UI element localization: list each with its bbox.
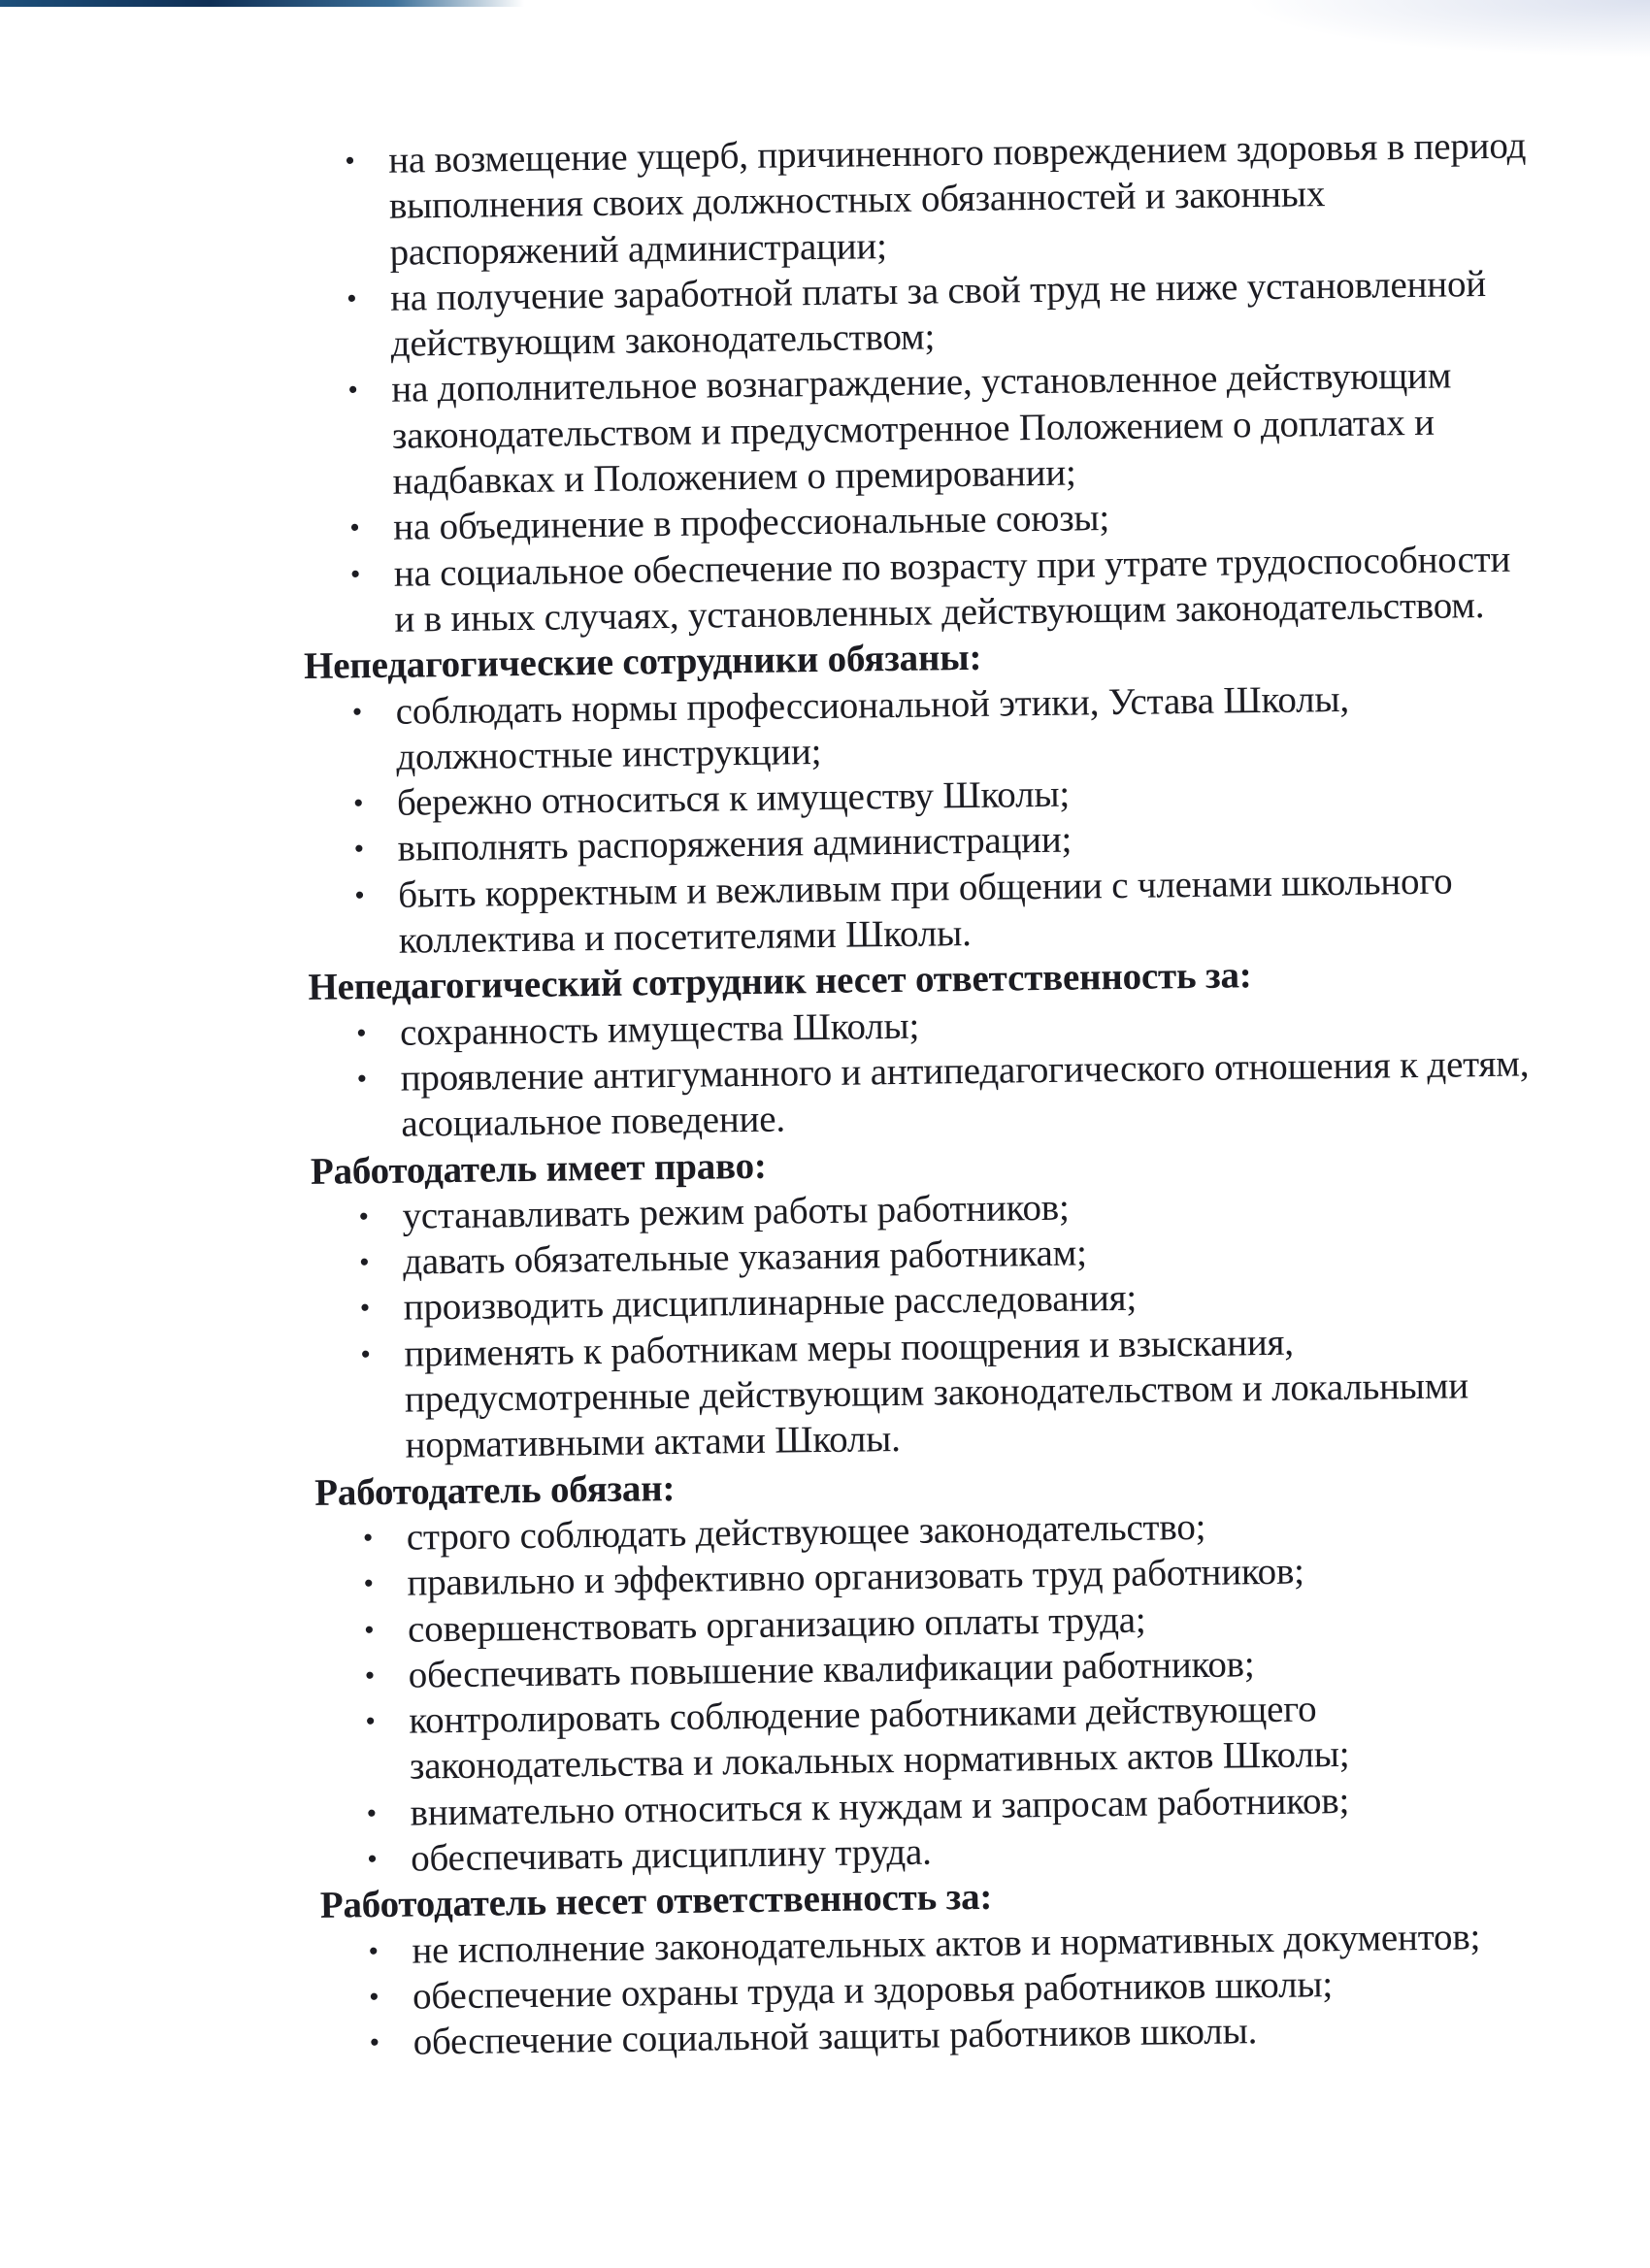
bullet-icon: • [353,878,365,912]
list-item-text: надбавках и Положением о премировании; [392,451,1076,503]
bullet-icon: • [363,1567,375,1600]
list-item-text: на дополнительное вознаграждение, установленное действующим [391,354,1452,411]
list-item-text: обеспечивать дисциплину труда. [410,1830,932,1880]
bullet-icon: • [369,2026,380,2059]
list-item-text: сохранность имущества Школы; [399,1004,920,1054]
document-section [320,1866,1613,2067]
document-section [304,627,1599,965]
bullet-icon: • [355,1016,367,1049]
bullet-icon: • [347,374,358,407]
bullet-icon: • [368,1980,380,2014]
bullet-icon: • [368,1934,379,1967]
list-item-text: правильно и эффективно организовать труд работников; [407,1550,1305,1604]
list-item-text: обеспечение охраны труда и здоровья работников школы; [412,1963,1334,2018]
list-item [300,351,1593,506]
list-item-text: распоряжений администрации; [389,224,887,274]
bullet-icon: • [345,145,355,178]
list-item-text: бережно относиться к имуществу Школы; [396,772,1071,824]
bullet-icon: • [358,1246,370,1279]
section-heading: Непедагогические сотрудники обязаны: [303,637,982,688]
bullet-icon: • [363,1613,375,1646]
scan-edge-artifact [0,0,524,7]
document-section [311,1132,1605,1469]
section-heading: Работодатель имеет право: [310,1144,767,1193]
list-item-text: выполнения своих должностных обязанностей и законных [388,173,1326,228]
list-item-text: не исполнение законодательных актов и нормативных документов; [412,1915,1481,1972]
scan-shadow-artifact [1242,0,1650,58]
section-heading: Непедагогический сотрудник несет ответственность за: [308,954,1252,1009]
bullet-icon: • [353,833,365,866]
list-item-text: коллектива и посетителями Школы. [398,912,972,962]
list-item-text: производить дисциплинарные расследования; [403,1277,1138,1330]
list-item [313,1315,1605,1469]
rights-list-continued [297,122,1595,644]
list-item-text: на объединение в профессиональные союзы; [392,497,1110,549]
list-item-text: нормативными актами Школы. [405,1418,901,1466]
list-item-text: совершенствовать организацию оплаты труда; [407,1598,1146,1651]
list-item-text: выполнять распоряжения администрации; [397,819,1072,871]
list-item-text: проявление антигуманного и антипедагогического отношения к детям, [400,1042,1530,1100]
bullet-icon: • [366,1796,378,1829]
list-item-text: внимательно относиться к нуждам и запросам работников; [410,1779,1350,1834]
list-item-text: применять к работникам меры поощрения и взыскания, [404,1321,1295,1375]
list-item-text: должностные инструкции; [396,730,822,778]
list-item [307,856,1599,965]
list-item-text: предусмотренные действующим законодательством и локальными [404,1364,1469,1421]
list-item-text: быть корректным и вежливым при общении с членами школьного [397,860,1453,916]
section-heading: Работодатель несет ответственность за: [319,1876,993,1927]
bullet-icon: • [359,1292,371,1325]
bullet-icon: • [358,1200,370,1233]
list-item-text: на социальное обеспечение по возрасту при утрате трудоспособности [393,538,1511,595]
list-item-text: на возмещение ущерб, причиненного повреждением здоровья в период [388,124,1527,181]
bullet-icon: • [366,1843,378,1876]
list-item-text: обеспечение социальной защиты работников школы. [412,2010,1258,2063]
list-item [309,1039,1600,1148]
section-heading: Работодатель обязан: [314,1466,676,1514]
list-item-text: действующим законодательством; [390,315,936,365]
bullet-icon: • [346,282,357,315]
bullet-icon: • [351,695,363,728]
bullet-icon: • [349,557,361,590]
bullet-icon: • [364,1659,376,1693]
list-item-text: законодательством и предусмотренное Положением о доплатах и [391,401,1436,457]
bullet-icon: • [352,787,364,820]
bullet-icon: • [365,1705,376,1738]
list-item [317,1683,1609,1791]
list-item [303,535,1595,643]
list-item-text: законодательства и локальных нормативных актов Школы; [409,1733,1350,1789]
document-section [308,948,1600,1149]
list-item [299,259,1591,368]
list-item-text: соблюдать нормы профессиональной этики, Устава Школы, [395,677,1350,733]
list-item [304,673,1596,781]
list-item-text: асоциальное поведение. [401,1098,786,1145]
list-item-text: контролировать соблюдение работниками действующего [409,1688,1317,1742]
list-item-text: устанавливать режим работы работников; [402,1186,1070,1237]
list-item-text: обеспечивать повышение квалификации работников; [408,1643,1255,1696]
bullet-icon: • [362,1522,374,1555]
bullet-icon: • [349,511,360,544]
list-item-text: строго соблюдать действующее законодательство; [406,1505,1206,1559]
list-item-text: на получение заработной платы за свой труд не ниже установленной [389,262,1487,319]
list-item [297,122,1590,277]
bullet-icon: • [356,1063,368,1096]
list-item-text: и в иных случаях, установленных действующим законодательством. [394,583,1485,641]
bullet-icon: • [360,1337,371,1370]
document-section [314,1453,1610,1883]
list-item-text: давать обязательные указания работникам; [402,1232,1087,1283]
document-page [297,122,1613,2067]
